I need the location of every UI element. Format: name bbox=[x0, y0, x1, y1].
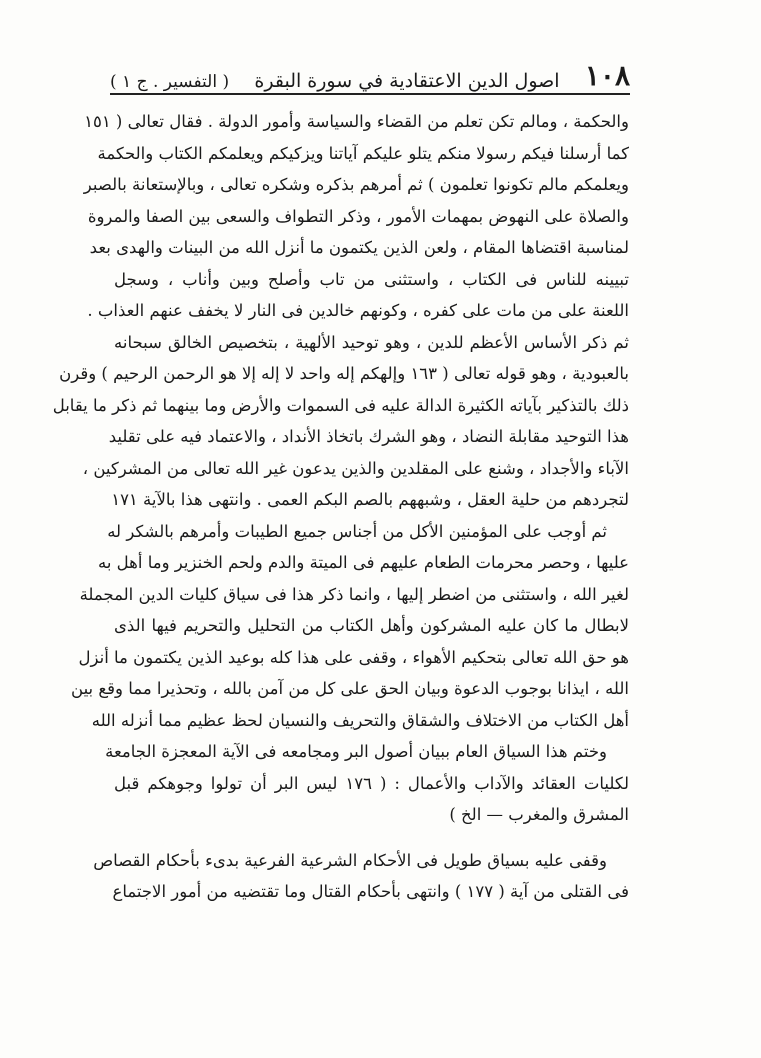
text-line: ثم أوجب على المؤمنين الأكل من أجناس جميع الطيبات وأمرهم بالشكر له bbox=[107, 521, 607, 541]
text-line: الله ، ايذانا بوجوب الدعوة وبيان الحق على كل من آمن بالله ، وتحذيرا مما وقع بين bbox=[71, 679, 629, 698]
text-line: المشرق والمغرب — الخ ) bbox=[449, 805, 629, 824]
text-line: لمناسبة اقتضاها المقام ، ولعن الذين يكتمون ما أنزل الله من البينات والهدى بعد bbox=[89, 238, 629, 257]
header-rule bbox=[110, 93, 630, 95]
text-line: هذا التوحيد مقابلة النضاد ، وهو الشرك باتخاذ الأنداد ، والاعتماد فيه على تقليد bbox=[108, 427, 629, 446]
text-line: عليها ، وحصر محرمات الطعام عليهم فى الميتة والدم ولحم الخنزير وما أهل به bbox=[98, 553, 629, 572]
text-line: الآباء والأجداد ، وشنع على المقلدين والذين يدعون غير الله تعالى من المشركين ، bbox=[82, 458, 629, 478]
text-line: والحكمة ، ومالم تكن تعلم من القضاء والسياسة وأمور الدولة . فقال تعالى ( ١٥١ bbox=[84, 112, 629, 131]
paragraph-2 bbox=[52, 327, 629, 516]
text-line: لكليات العقائد والآداب والأعمال : ( ١٧٦ ليس البر أن تولوا وجوهكم قبل bbox=[114, 773, 629, 793]
text-line: كما أرسلنا فيكم رسولا منكم يتلو عليكم آياتنا ويزكيكم ويعلمكم الكتاب والحكمة bbox=[97, 143, 629, 163]
paragraph-1 bbox=[83, 106, 629, 327]
running-title: اصول الدين الاعتقادية في سورة البقرة bbox=[254, 70, 560, 92]
text-line: هو حق الله تعالى بتحكيم الأهواء ، وقفى على هذا كله بوعيد الذين يكتمون ما أنزل bbox=[78, 647, 629, 667]
paragraph-gap bbox=[114, 831, 629, 845]
page-body bbox=[52, 106, 629, 908]
text-line: ثم ذكر الأساس الأعظم للدين ، وهو توحيد الألهية ، بتخصيص الخالق سبحانه bbox=[114, 332, 629, 352]
text-line: ذلك بالتذكير بآياته الكثيرة الدالة عليه فى السموات والأرض وما بينهما ثم ذكر ما يقابل bbox=[52, 395, 629, 415]
text-line: لابطال ما كان عليه المشركون وأهل الكتاب من التحليل والتحريم فيها الذى bbox=[114, 616, 629, 635]
text-line: تبيينه للناس فى الكتاب ، واستثنى من تاب وأصلح وبين وأناب ، وسجل bbox=[114, 269, 629, 289]
paragraph-3 bbox=[71, 516, 629, 737]
text-line: ويعلمكم مالم تكونوا تعلمون ) ثم أمرهم بذكره وشكره تعالى ، وبالإستعانة بالصبر bbox=[83, 175, 629, 194]
text-line: أهل الكتاب من الاختلاف والشقاق والتحريف والنسيان لحظ عظيم مما أنزله الله bbox=[91, 710, 629, 730]
text-line: وختم هذا السياق العام ببيان أصول البر ومجامعه فى الآية المعجزة الجامعة bbox=[105, 742, 607, 761]
text-line: اللعنة على من مات على كفره ، وكونهم خالدين فى النار لا يخفف عنهم العذاب . bbox=[87, 301, 629, 320]
text-line: لتجردهم من حلية العقل ، وشبههم بالصم البكم العمى . وانتهى هذا بالآية ١٧١ bbox=[111, 490, 629, 509]
text-line: فى القتلى من آية ( ١٧٧ ) وانتهى بأحكام القتال وما تقتضيه من أمور الاجتماع bbox=[112, 882, 629, 901]
text-line: والصلاة على النهوض بمهمات الأمور ، وذكر التطواف والسعى بين الصفا والمروة bbox=[87, 206, 629, 226]
paragraph-5 bbox=[93, 845, 629, 908]
text-line: لغير الله ، واستثنى من اضطر إليها ، وانما ذكر هذا فى سياق كليات الدين المجملة bbox=[79, 584, 629, 604]
running-header bbox=[110, 52, 630, 92]
page-number: ١٠٨ bbox=[584, 59, 630, 92]
paragraph-4 bbox=[105, 736, 629, 831]
running-part-label: ( التفسير . ج ١ ) bbox=[110, 72, 230, 92]
text-line: بالعبودية ، وهو قوله تعالى ( ١٦٣ وإلهكم إله واحد لا إله إلا هو الرحمن الرحيم ) وقرن bbox=[59, 364, 629, 383]
text-line: وقفى عليه بسياق طويل فى الأحكام الشرعية الفرعية بدىء بأحكام القصاص bbox=[93, 850, 607, 870]
